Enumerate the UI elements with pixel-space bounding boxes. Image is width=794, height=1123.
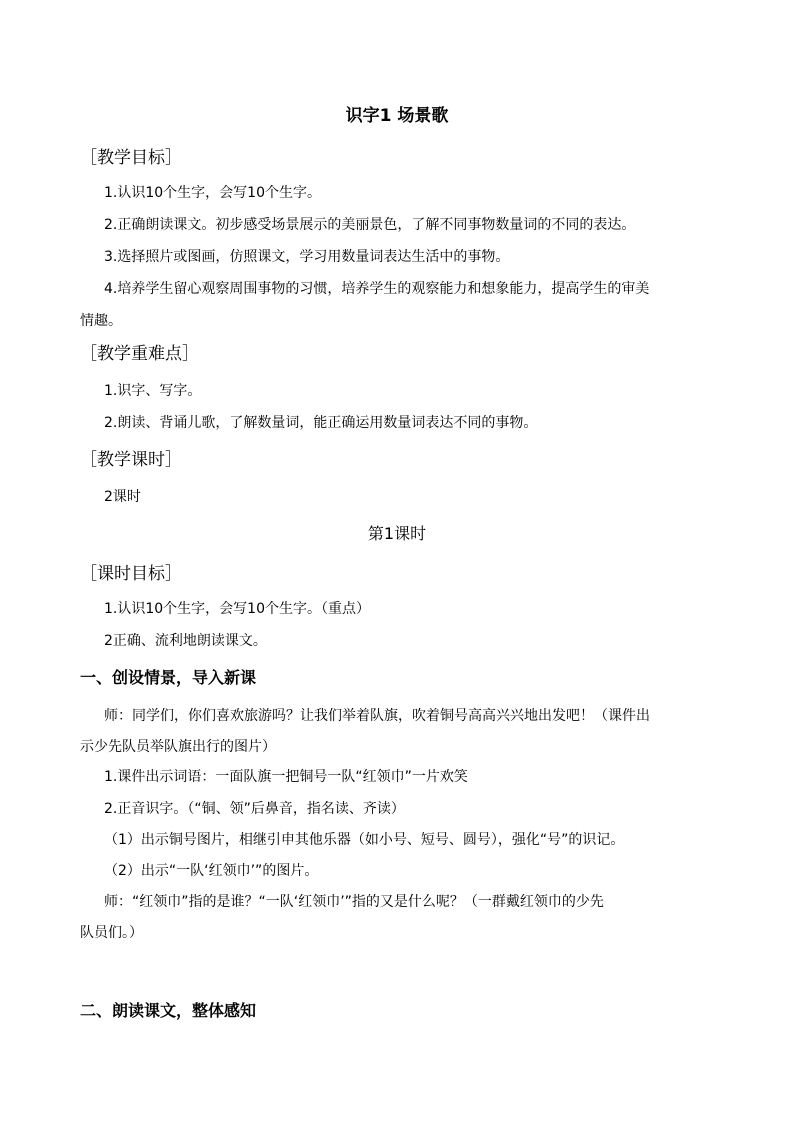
part-1-heading: 一、创设情景，导入新课 [80, 668, 257, 687]
part-1-line-4: 2.正音识字。（“铜、领”后鼻音，指名读、齐读） [104, 801, 405, 817]
part-1-line-2: 示少先队员举队旗出行的图片） [80, 739, 276, 755]
class-hours-heading: ［教学课时］ [80, 450, 182, 470]
part-1-line-3: 1.课件出示词语：一面队旗一把铜号一队“红领巾”一片欢笑 [104, 769, 468, 785]
key-point-1: 1.识字、写字。 [104, 383, 202, 399]
part-1-line-8: 队员们。） [80, 925, 143, 941]
teaching-goal-3: 3.选择照片或图画，仿照课文，学习用数量词表达生活中的事物。 [104, 249, 510, 265]
teaching-goal-1: 1.认识10个生字，会写10个生字。 [104, 185, 321, 201]
lesson-goal-1: 1.认识10个生字，会写10个生字。（重点） [104, 601, 370, 617]
teaching-goals-heading: ［教学目标］ [80, 148, 182, 168]
teaching-goal-4: 4.培养学生留心观察周围事物的习惯，培养学生的观察能力和想象能力，提高学生的审美 [104, 281, 650, 297]
lesson-goal-2: 2正确、流利地朗读课文。 [104, 633, 267, 649]
part-1-line-6: （2）出示“一队‘红领巾’”的图片。 [104, 863, 319, 879]
part-2-heading: 二、朗读课文，整体感知 [80, 1001, 257, 1020]
part-1-line-5: （1）出示铜号图片，相继引申其他乐器（如小号、短号、圆号），强化“号”的识记。 [104, 832, 625, 848]
part-1-line-7: 师：“红领巾”指的是谁？“一队‘红领巾’”指的又是什么呢？（一群戴红领巾的少先 [104, 894, 604, 910]
class-hours-value: 2课时 [104, 489, 141, 505]
document-title: 识字1 场景歌 [345, 106, 449, 126]
key-points-heading: ［教学重难点］ [80, 344, 199, 364]
teaching-goal-4-continued: 情趣。 [80, 313, 122, 329]
part-1-line-1: 师：同学们，你们喜欢旅游吗？让我们举着队旗，吹着铜号高高兴兴地出发吧！（课件出 [104, 708, 650, 724]
lesson-goals-heading: ［课时目标］ [80, 564, 182, 584]
key-point-2: 2.朗读、背诵儿歌，了解数量词，能正确运用数量词表达不同的事物。 [104, 415, 538, 431]
lesson-1-title: 第1课时 [367, 524, 427, 543]
teaching-goal-2: 2.正确朗读课文。初步感受场景展示的美丽景色，了解不同事物数量词的不同的表达。 [104, 217, 636, 233]
